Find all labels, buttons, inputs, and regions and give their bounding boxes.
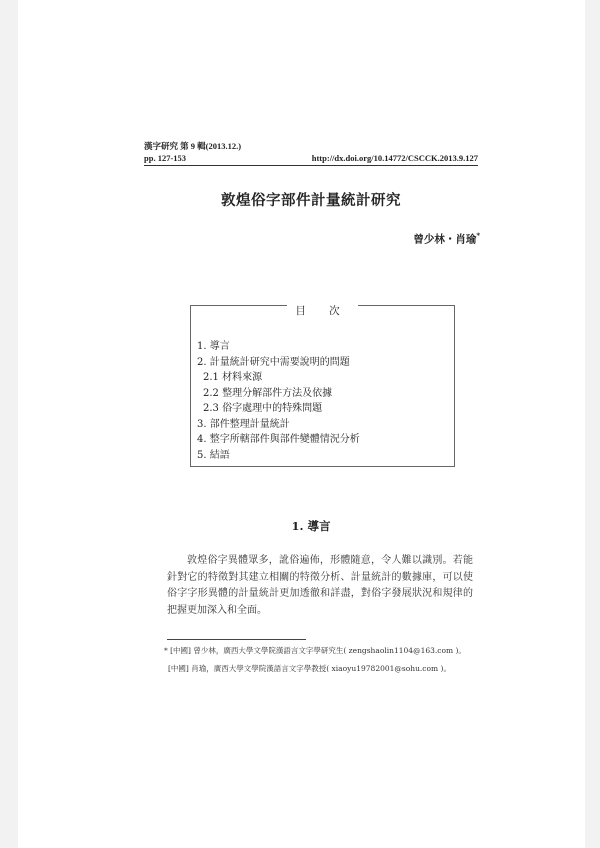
toc-heading: 目 次 xyxy=(287,305,357,317)
doi-link[interactable]: http://dx.doi.org/10.14772/CSCCK.2013.9.127 xyxy=(311,153,478,163)
journal-info: 漢字研究 第 9 輯(2013.12.) xyxy=(144,141,242,151)
table-of-contents xyxy=(190,305,455,467)
header-line xyxy=(144,153,478,163)
paper-title: 敦煌俗字部件計量統計研究 xyxy=(221,192,401,209)
toc-item[interactable]: 4. 整字所轄部件與部件變體情況分析 xyxy=(197,434,360,445)
toc-subitem[interactable]: 2.1 材料來源 xyxy=(203,372,263,383)
section-heading: 1. 導言 xyxy=(291,519,331,533)
header-rule xyxy=(144,165,478,166)
toc-item[interactable]: 5. 結語 xyxy=(197,449,230,461)
toc-subitem[interactable]: 2.3 俗字處理中的特殊問題 xyxy=(203,403,323,414)
body-paragraph: 敦煌俗字異體眾多，訛俗遍佈，形體隨意，令人難以識別。若能針對它的特徵對其建立相關的特徵分析、計量統計的數據庫，可以使俗字字形異體的計量統計更加透徹和詳盡，對俗字發展狀況和規律的把握更加深入和全面。 xyxy=(167,555,473,616)
authors: 曾少林・肖瑜 xyxy=(413,233,477,246)
page-range: pp. 127-153 xyxy=(144,153,187,163)
author-footnote-mark: * xyxy=(476,231,480,240)
footnote-author-1: * [中國] 曾少林，廣西大學文學院漢語言文字學研究生( zengshaolin1104@163.com )。 xyxy=(164,646,466,655)
toc-item[interactable]: 2. 計量統計研究中需要說明的問題 xyxy=(197,356,350,368)
toc-item[interactable]: 1. 導言 xyxy=(197,341,230,352)
toc-heading-wrap xyxy=(191,299,454,318)
footnote-rule xyxy=(167,639,306,640)
toc-item[interactable]: 3. 部件整理計量統計 xyxy=(197,418,290,430)
toc-list xyxy=(197,339,360,463)
paper-page xyxy=(18,0,585,848)
footnote-author-2: [中國] 肖瑜，廣西大學文學院漢語言文字學教授( xiaoyu19782001@sohu.com )。 xyxy=(168,664,451,673)
author-line xyxy=(144,231,480,247)
toc-subitem[interactable]: 2.2 整理分解部件方法及依據 xyxy=(203,387,333,399)
